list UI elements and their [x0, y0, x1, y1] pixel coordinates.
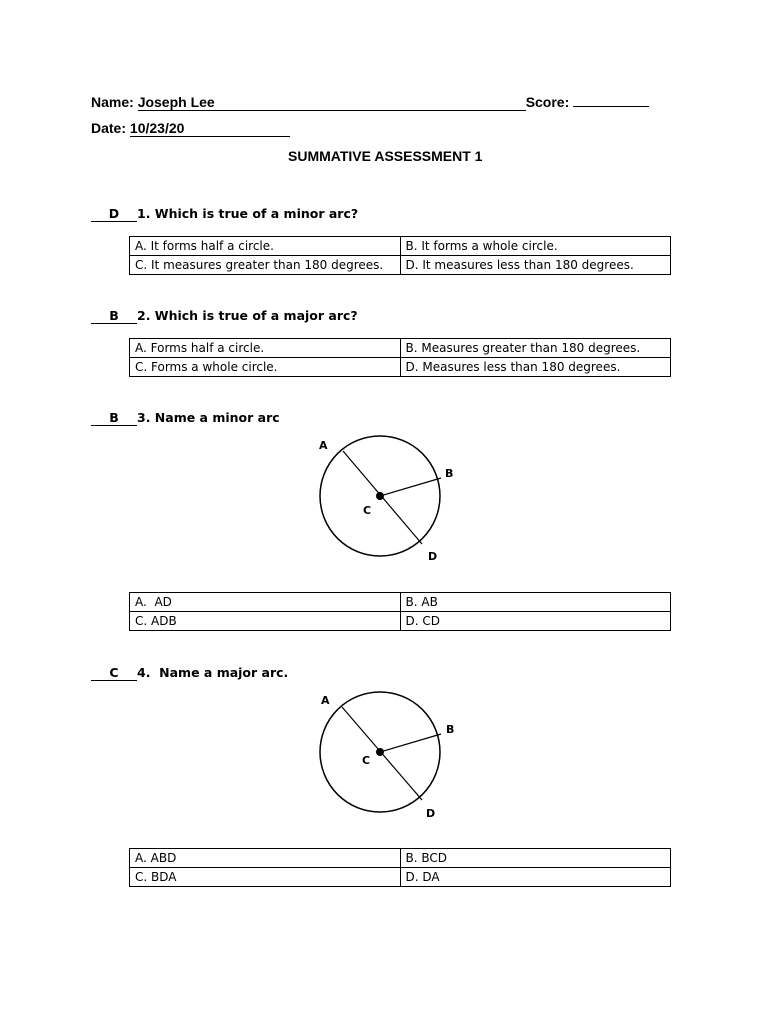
choice-4a[interactable]: A. ABD [130, 849, 401, 868]
label-c: C [362, 754, 371, 767]
answer-blank-1[interactable]: D [91, 206, 137, 222]
choices-table-3 [129, 592, 671, 631]
choice-4d[interactable]: D. DA [400, 868, 671, 887]
choice-4b[interactable]: B. BCD [400, 849, 671, 868]
date-field[interactable] [130, 120, 290, 137]
choice-2b[interactable]: B. Measures greater than 180 degrees. [400, 339, 671, 358]
date-value: 10/23/20 [129, 120, 185, 136]
choice-3b[interactable]: B. AB [400, 593, 671, 612]
center-point [376, 492, 384, 500]
label-d: D [426, 807, 436, 820]
segment-cb [380, 734, 441, 752]
circle-diagram-4 [305, 688, 465, 828]
question-2 [91, 308, 358, 324]
answer-blank-3[interactable]: B [91, 410, 137, 426]
page-title: SUMMATIVE ASSESSMENT 1 [288, 148, 483, 164]
choice-3a[interactable]: A. AD [130, 593, 401, 612]
segment-cb [380, 478, 441, 496]
name-label: Name: [91, 94, 134, 110]
date-label: Date: [91, 120, 127, 136]
name-line [91, 92, 649, 111]
label-d: D [428, 550, 438, 563]
choice-1c[interactable]: C. It measures greater than 180 degrees. [130, 256, 401, 275]
label-a: A [321, 694, 330, 707]
question-1-text: 1. Which is true of a minor arc? [137, 206, 359, 221]
score-label: Score: [525, 94, 570, 110]
question-4 [91, 665, 288, 681]
label-a: A [319, 439, 328, 452]
choice-3c[interactable]: C. ADB [130, 612, 401, 631]
choice-2c[interactable]: C. Forms a whole circle. [130, 358, 401, 377]
question-2-text: 2. Which is true of a major arc? [137, 308, 358, 323]
answer-blank-2[interactable]: B [91, 308, 137, 324]
choice-2d[interactable]: D. Measures less than 180 degrees. [400, 358, 671, 377]
question-3 [91, 410, 280, 426]
choice-4c[interactable]: C. BDA [130, 868, 401, 887]
date-line [91, 120, 290, 137]
label-b: B [446, 723, 455, 736]
choice-1b[interactable]: B. It forms a whole circle. [400, 237, 671, 256]
choice-1a[interactable]: A. It forms half a circle. [130, 237, 401, 256]
answer-blank-4[interactable]: C [91, 665, 137, 681]
question-1 [91, 206, 358, 222]
choices-table-2 [129, 338, 671, 377]
choice-2a[interactable]: A. Forms half a circle. [130, 339, 401, 358]
name-field[interactable] [138, 94, 526, 111]
score-field[interactable] [573, 92, 649, 107]
question-4-text: 4. Name a major arc. [137, 665, 289, 680]
label-b: B [445, 467, 454, 480]
label-c: C [363, 504, 372, 517]
choices-table-1 [129, 236, 671, 275]
choices-table-4 [129, 848, 671, 887]
name-value: Joseph Lee [137, 94, 215, 110]
choice-3d[interactable]: D. CD [400, 612, 671, 631]
center-point [376, 748, 384, 756]
choice-1d[interactable]: D. It measures less than 180 degrees. [400, 256, 671, 275]
question-3-text: 3. Name a minor arc [137, 410, 280, 425]
circle-diagram-3 [305, 432, 465, 572]
